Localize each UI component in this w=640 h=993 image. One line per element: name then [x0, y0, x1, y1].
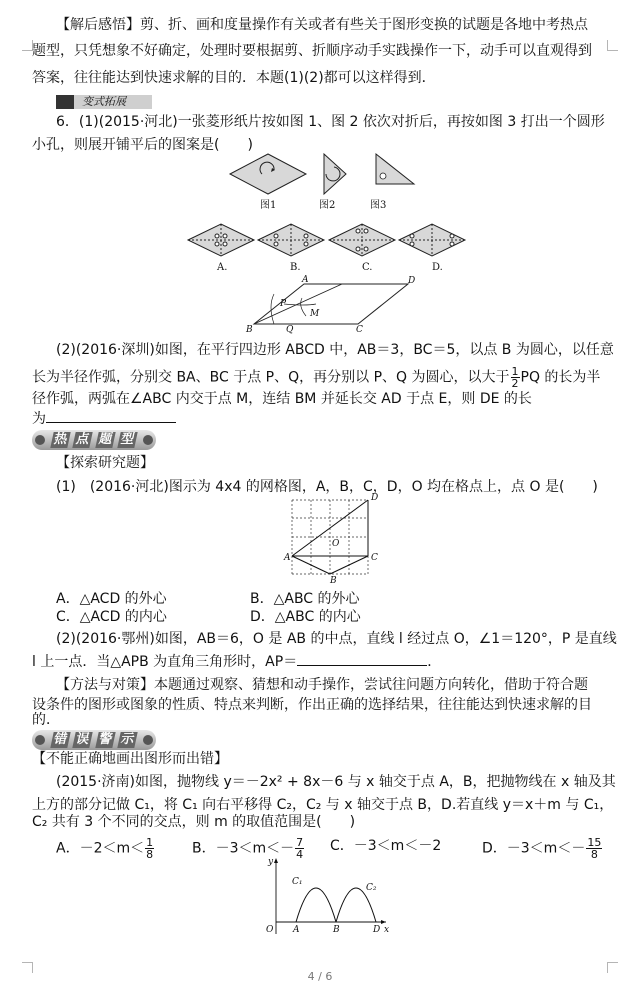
- banner-block: [56, 95, 74, 109]
- q3-option-text: B．－3＜m＜－: [192, 840, 295, 857]
- point-label: B: [246, 325, 253, 335]
- axis-label: x: [384, 925, 390, 935]
- q2-text: ．: [427, 654, 442, 670]
- point-label: C: [356, 325, 363, 335]
- q1-option-c: C．△ACD 的内心: [56, 609, 167, 625]
- curve-label: C₂: [366, 883, 377, 893]
- q1-option-b: B．△ABC 的外心: [250, 591, 360, 607]
- point-label: Q: [286, 325, 294, 335]
- section-char: 警: [95, 732, 115, 748]
- reflection-line: 题型，只凭想象不好确定，处理时要根据剪、折顺序动手实践操作一下，动手可以直观得到: [32, 43, 592, 59]
- q1-text: (1) (2016·河北)图示为 4x4 的网格图，A，B，C，D，O 均在格点上，点 O 是( ): [56, 479, 598, 495]
- fraction-half: [511, 366, 520, 389]
- q6-part2-line: [32, 410, 176, 428]
- parabola-graph: [262, 856, 390, 936]
- figure-label: 图3: [370, 200, 387, 211]
- q6-part2-text: 长为半径作弧，分别交 BA、BC 于点 P、Q，再分别以 P、Q 为圆心，以大于: [32, 369, 510, 386]
- curve-label: C₁: [292, 877, 303, 887]
- explore-title: 【探索研究题】: [56, 455, 154, 471]
- q6-part2-text: 为: [32, 411, 46, 427]
- fraction-numerator: 15: [587, 836, 602, 849]
- q3-option-text: A．－2＜m＜: [56, 840, 145, 857]
- option-c-figure: [329, 224, 395, 256]
- method-line: 的．: [32, 712, 60, 728]
- point-label: B: [333, 925, 340, 935]
- variant-banner-title: 变式拓展: [82, 95, 126, 108]
- section-char: 错: [50, 732, 70, 748]
- point-label: P: [280, 299, 287, 309]
- q6-part2-line: 径作弧，两弧在∠ABC 内交于点 M，连结 BM 并延长交 AD 于点 E，则 DE 的长: [32, 391, 532, 407]
- figure-label: 图2: [319, 200, 336, 211]
- parallelogram-figure: [244, 276, 420, 334]
- option-label: D.: [432, 262, 443, 273]
- error-title: 【不能正确地画出图形而出错】: [32, 751, 228, 767]
- grid-figure: [284, 493, 380, 586]
- option-figures: [186, 222, 468, 262]
- section-bar: [32, 430, 156, 450]
- option-label: A.: [217, 262, 228, 273]
- fraction-denominator: 2: [511, 377, 519, 390]
- banner-dot: [35, 735, 45, 745]
- point-label: C: [371, 553, 378, 563]
- q6-part2-line: [32, 366, 600, 389]
- fraction-denominator: 8: [146, 848, 154, 861]
- section-bar: [32, 730, 156, 750]
- q3-option-d: [482, 837, 603, 860]
- point-label: M: [310, 309, 320, 319]
- figure-label: 图1: [260, 200, 277, 211]
- section-char: 题: [95, 432, 115, 448]
- section-char: 点: [72, 432, 92, 448]
- q3-line: C₂ 共有 3 个不同的交点，则 m 的取值范围是( ): [32, 814, 356, 830]
- point-label: D: [371, 493, 379, 503]
- q1-option-a: A．△ACD 的外心: [56, 591, 167, 607]
- banner-dot: [35, 435, 45, 445]
- option-a-figure: [188, 224, 254, 256]
- q3-line: (2015·济南)如图，抛物线 y＝－2x² + 8x－6 与 x 轴交于点 A，B，把抛物线在 x 轴及其: [56, 774, 616, 790]
- reflection-line: 答案，往往能达到快速求解的目的．本题(1)(2)都可以这样得到．: [32, 70, 436, 86]
- q1-option-d: D．△ABC 的内心: [250, 609, 361, 625]
- point-label: B: [330, 576, 337, 586]
- fraction-denominator: 8: [590, 848, 598, 861]
- option-d-figure: [399, 224, 465, 256]
- section-banner-error: [32, 730, 156, 750]
- q2-text: l 上一点．当△APB 为直角三角形时，AP＝: [32, 654, 298, 670]
- q6-part2-text: PQ 的长为半: [520, 369, 601, 386]
- point-label: A: [293, 925, 300, 935]
- banner-dot: [143, 435, 153, 445]
- q3-option-text: D．－3＜m＜－: [482, 840, 586, 857]
- axis-label: y: [268, 857, 274, 867]
- fraction: [586, 837, 602, 860]
- fraction-denominator: 4: [296, 848, 304, 861]
- q3-option-a: [56, 837, 155, 860]
- q6-part2-line: (2)(2016·深圳)如图，在平行四边形 ABCD 中，AB＝3，BC＝5，以点 B 为圆心，以任意: [56, 342, 614, 358]
- section-char: 示: [118, 732, 138, 748]
- q3-line: 上方的部分记做 C₁，将 C₁ 向右平移得 C₂，C₂ 与 x 轴交于点 B，D.若直线 y＝x＋m 与 C₁，: [32, 797, 614, 813]
- method-line: 【方法与对策】本题通过观察、猜想和动手操作，尝试往问题方向转化，借助于符合题: [56, 677, 588, 693]
- section-banner-hot: [32, 430, 156, 450]
- answer-blank[interactable]: [297, 653, 427, 666]
- page-number: 4 / 6: [307, 970, 333, 983]
- q6-part1-line: 6．(1)(2015·河北)一张菱形纸片按如图 1、图 2 依次对折后，再按如图 3 打出一个圆形: [56, 114, 605, 130]
- fraction-numerator: 1: [511, 365, 519, 378]
- q3-option-c: C．－3＜m＜－2: [330, 838, 442, 854]
- reflection-line: 【解后感悟】剪、折、画和度量操作有关或者有些关于图形变换的试题是各地中考热点: [56, 17, 588, 33]
- q2-line: (2)(2016·鄂州)如图，AB＝6，O 是 AB 的中点，直线 l 经过点 O，∠1＝120°，P 是直线: [56, 631, 617, 647]
- banner-dot: [143, 735, 153, 745]
- option-b-figure: [258, 224, 324, 256]
- method-line: 设条件的图形或图象的性质、特点来判断，作出正确的选择结果，往往能达到快速求解的目: [32, 697, 592, 713]
- point-label: O: [332, 539, 340, 549]
- q6-part1-line: 小孔，则展开铺平后的图案是( ): [32, 137, 253, 153]
- fraction: [145, 837, 154, 860]
- answer-blank[interactable]: [46, 410, 176, 423]
- section-char: 误: [72, 732, 92, 748]
- crop-mark: [607, 40, 618, 51]
- option-label: B.: [290, 262, 301, 273]
- point-label: A: [284, 553, 291, 563]
- point-label: D: [373, 925, 381, 935]
- point-label: O: [266, 925, 274, 935]
- fraction-numerator: 7: [296, 836, 304, 849]
- option-label: C.: [362, 262, 373, 273]
- point-label: D: [408, 276, 416, 286]
- fraction-numerator: 1: [146, 836, 154, 849]
- point-label: A: [302, 275, 309, 285]
- q2-line: [32, 653, 441, 671]
- section-char: 热: [50, 432, 70, 448]
- section-char: 型: [118, 432, 138, 448]
